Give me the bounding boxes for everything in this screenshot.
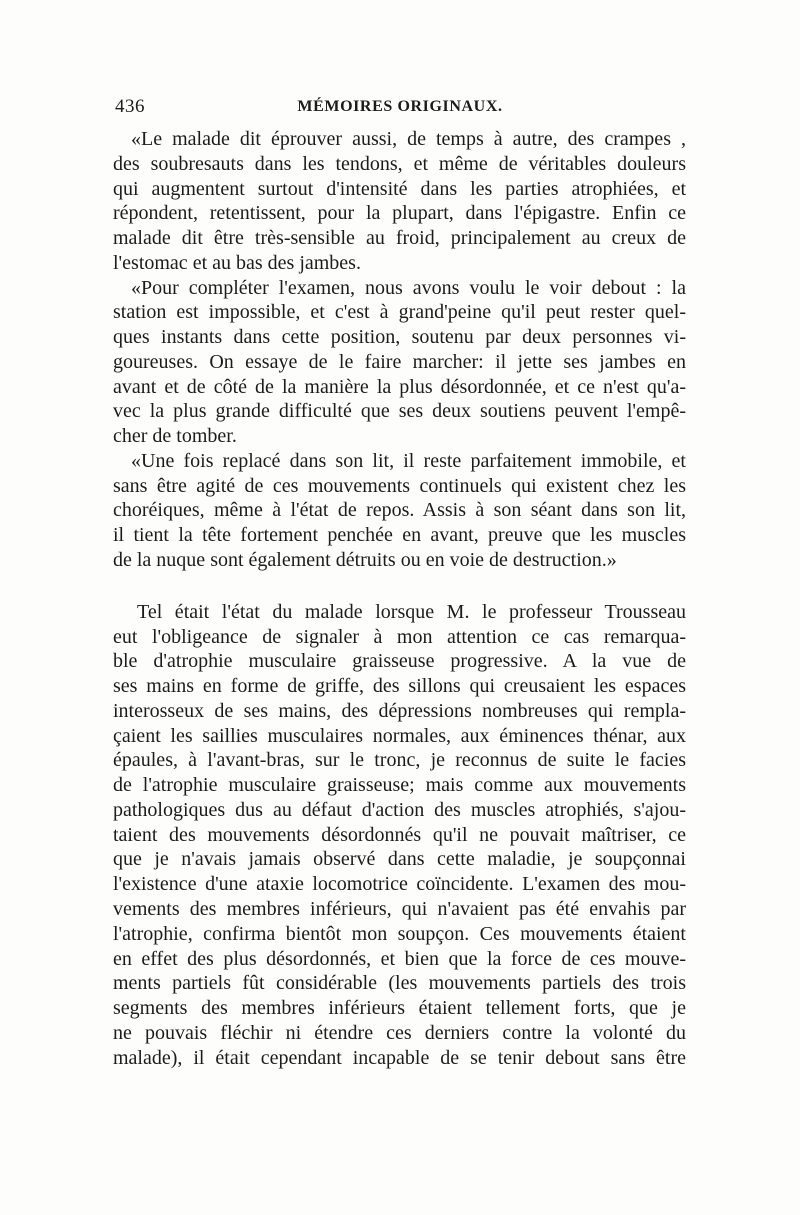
text-line: ne pouvais fléchir ni étendre ces derniers contre la volonté du (113, 1021, 686, 1044)
text-line: qui augmentent surtout d'intensité dans les parties atrophiées, et (113, 177, 686, 200)
text-line: çaient les saillies musculaires normales, aux éminences thénar, aux (113, 724, 686, 747)
text-line: que je n'avais jamais observé dans cette maladie, je soupçonnai (113, 848, 686, 871)
text-line: ble d'atrophie musculaire graisseuse progressive. A la vue de (113, 650, 686, 673)
text-line: segments des membres inférieurs étaient tellement forts, que je (113, 997, 686, 1020)
text-line: pathologiques dus au défaut d'action des muscles atrophiés, s'ajou- (113, 798, 686, 821)
paragraph-gap (113, 573, 686, 600)
text-line: goureuses. On essaye de le faire marcher: il jette ses jambes en (113, 350, 686, 373)
text-line: eut l'obligeance de signaler à mon attention ce cas remarqua- (113, 625, 686, 648)
text-line: il tient la tête fortement penchée en avant, preuve que les muscles (113, 524, 686, 547)
text-line: ments partiels fût considérable (les mouvements partiels des trois (113, 972, 686, 995)
text-line: choréiques, même à l'état de repos. Assis à son séant dans son lit, (113, 499, 686, 522)
text-line: station est impossible, et c'est à grand'peine qu'il peut rester quel- (113, 301, 686, 324)
text-line: «Pour compléter l'examen, nous avons voulu le voir debout : la (131, 276, 686, 299)
text-line: taient des mouvements désordonnés qu'il ne pouvait maîtriser, ce (113, 823, 686, 846)
body-text (113, 127, 686, 1070)
text-line: répondent, retentissent, pour la plupart, dans l'épigastre. Enfin ce (113, 202, 686, 225)
text-line: de la nuque sont également détruits ou en voie de destruction.» (113, 549, 617, 572)
text-line: malade dit être très-sensible au froid, principalement au creux de (113, 227, 686, 250)
text-line: ques instants dans cette position, soutenu par deux personnes vi- (113, 326, 686, 349)
page-number: 436 (115, 96, 145, 117)
text-line: cher de tomber. (113, 425, 237, 448)
text-line: Tel était l'état du malade lorsque M. le professeur Trousseau (137, 600, 686, 623)
text-line: «Une fois replacé dans son lit, il reste parfaitement immobile, et (131, 449, 686, 472)
text-line: de l'atrophie musculaire graisseuse; mais comme aux mouvements (113, 774, 686, 797)
text-line: avant et de côté de la manière la plus désordonnée, et ce n'est qu'a- (113, 375, 686, 398)
text-line: épaules, à l'avant-bras, sur le tronc, je reconnus de suite le facies (113, 749, 686, 772)
text-line: des soubresauts dans les tendons, et même de véritables douleurs (113, 152, 686, 175)
text-line: l'atrophie, confirma bientôt mon soupçon. Ces mouvements étaient (113, 922, 686, 945)
text-line: l'existence d'une ataxie locomotrice coïncidente. L'examen des mou- (113, 873, 686, 896)
text-line: malade), il était cependant incapable de se tenir debout sans être (113, 1046, 686, 1069)
text-line: en effet des plus désordonnés, et bien que la force de ces mouve- (113, 947, 686, 970)
text-line: vements des membres inférieurs, qui n'avaient pas été envahis par (113, 897, 686, 920)
page-header (115, 96, 685, 124)
text-line: vec la plus grande difficulté que ses deux soutiens peuvent l'empê- (113, 400, 686, 423)
text-line: ses mains en forme de griffe, des sillons qui creusaient les espaces (113, 675, 686, 698)
text-line: l'estomac et au bas des jambes. (113, 251, 361, 274)
running-head: MÉMOIRES ORIGINAUX. (297, 98, 503, 115)
text-line: interosseux de ses mains, des dépressions nombreuses qui rempla- (113, 699, 686, 722)
text-line: «Le malade dit éprouver aussi, de temps à autre, des crampes , (131, 128, 686, 150)
text-line: sans être agité de ces mouvements continuels qui existent chez les (113, 474, 686, 497)
